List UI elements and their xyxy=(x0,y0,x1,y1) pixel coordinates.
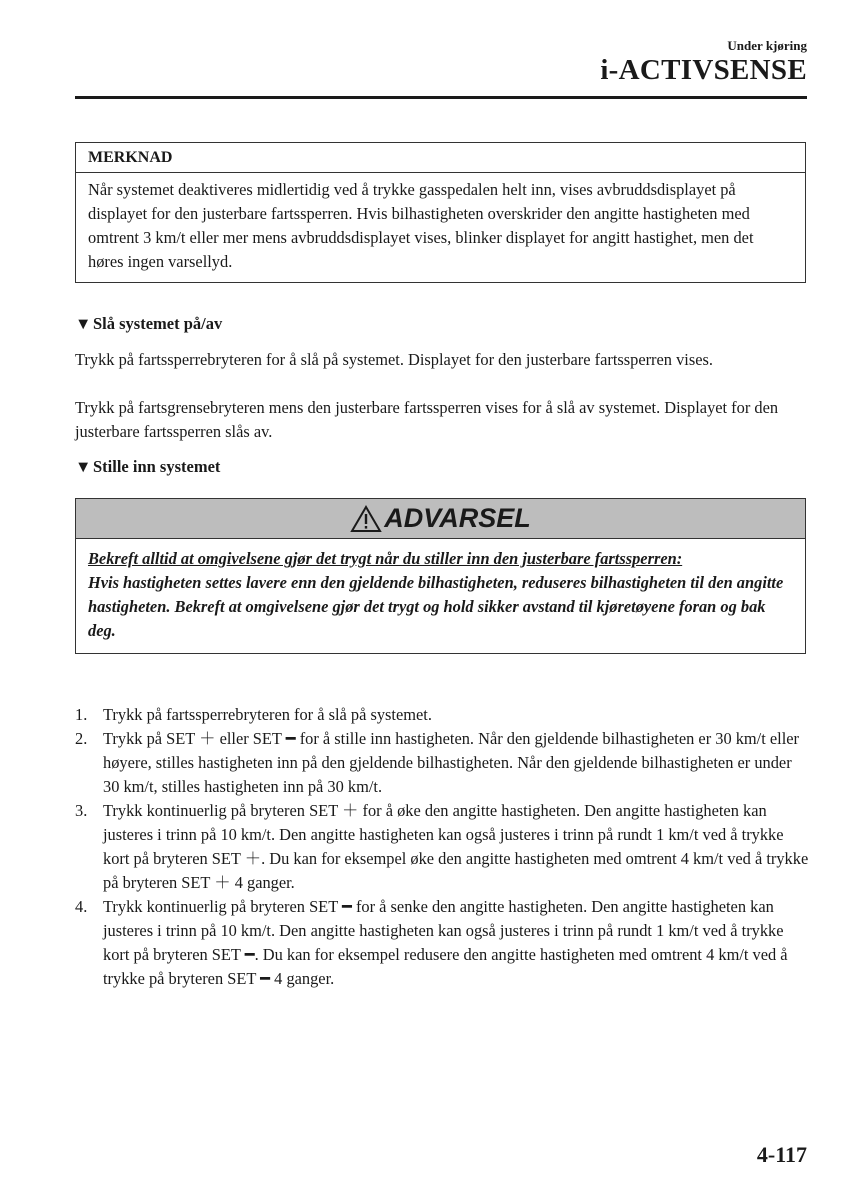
step-text: Trykk kontinuerlig på bryteren SET ━ for å senke den angitte hastigheten. Den angitte hastigheten kan justeres i trinn på 10 km/t. Den angitte hastigheten kan også justeres i trinn på rundt 1 km/t ved å trykke kort på bryteren SET ━. Du kan for eksempel redusere den angitte hastigheten med omtrent 4 km/t ved å trykke på bryteren SET ━ 4 ganger. xyxy=(103,897,788,988)
header-rule xyxy=(75,96,807,99)
warning-underlined-text: Bekreft alltid at omgivelsene gjør det trygt når du stiller inn den justerbare fartssperren: xyxy=(88,549,683,568)
step-text: Trykk på SET ＋ eller SET ━ for å stille inn hastigheten. Når den gjeldende bilhastigheten er 30 km/t eller høyere, stilles hastigheten inn på den gjeldende bilhastigheten. Når den gjeldende bilhastigheten er under 30 km/t, stilles hastigheten inn på 30 km/t. xyxy=(103,729,800,796)
section-title: i-ACTIVSENSE xyxy=(600,54,807,86)
chapter-label: Under kjøring xyxy=(727,38,807,53)
warning-body xyxy=(76,539,805,653)
warning-header xyxy=(76,499,805,539)
step-number: 3. xyxy=(75,801,88,820)
subheading-setup xyxy=(75,457,220,477)
note-box xyxy=(75,142,806,283)
list-item xyxy=(75,727,810,799)
list-item xyxy=(75,703,810,727)
warning-text: Hvis hastigheten settes lavere enn den gjeldende bilhastigheten, reduseres bilhastigheten til den angitte hastigheten. Bekreft at omgivelsene gjør det trygt og hold sikker avstand til kjøretøyene foran og bak deg. xyxy=(88,573,784,640)
step-text: Trykk på fartssperrebryteren for å slå på systemet. xyxy=(103,705,432,724)
subheading-on-off xyxy=(75,314,222,334)
subheading-setup-text: Stille inn systemet xyxy=(93,457,221,476)
subheading-on-off-text: Slå systemet på/av xyxy=(93,314,223,333)
paragraph-turn-on: Trykk på fartssperrebryteren for å slå på systemet. Displayet for den justerbare fartssperren vises. xyxy=(75,350,713,369)
step-number: 1. xyxy=(75,705,88,724)
page-number: 4-117 xyxy=(756,1142,807,1167)
warning-box xyxy=(75,498,806,654)
list-item xyxy=(75,895,810,991)
list-item xyxy=(75,799,810,895)
paragraph-turn-off: Trykk på fartsgrensebryteren mens den justerbare fartssperren vises for å slå av systemet. Displayet for den justerbare fartssperren slås av. xyxy=(75,398,779,441)
step-number: 4. xyxy=(75,897,88,916)
warning-title: ADVARSEL xyxy=(384,503,531,533)
steps-list xyxy=(75,703,810,991)
warning-triangle-icon xyxy=(350,505,382,533)
note-heading: MERKNAD xyxy=(76,143,805,173)
step-text: Trykk kontinuerlig på bryteren SET ＋ for å øke den angitte hastigheten. Den angitte hastigheten kan justeres i trinn på 10 km/t. Den angitte hastigheten kan også justeres i trinn på rundt 1 km/t ved å trykke kort på bryteren SET ＋. Du kan for eksempel øke den angitte hastigheten med omtrent 4 km/t ved å trykke på bryteren SET ＋ 4 ganger. xyxy=(103,801,809,892)
triangle-marker-icon: ▼ xyxy=(75,314,92,333)
step-number: 2. xyxy=(75,729,88,748)
triangle-marker-icon: ▼ xyxy=(75,457,92,476)
note-text: Når systemet deaktiveres midlertidig ved å trykke gasspedalen helt inn, vises avbruddsdisplayet på displayet for den justerbare fartssperren. Hvis bilhastigheten overskrider den angitte hastigheten med omtrent 3 km/t eller mer mens avbruddsdisplayet vises, blinker displayet for angitt hastighet, men det høres ingen varsellyd. xyxy=(88,180,754,271)
